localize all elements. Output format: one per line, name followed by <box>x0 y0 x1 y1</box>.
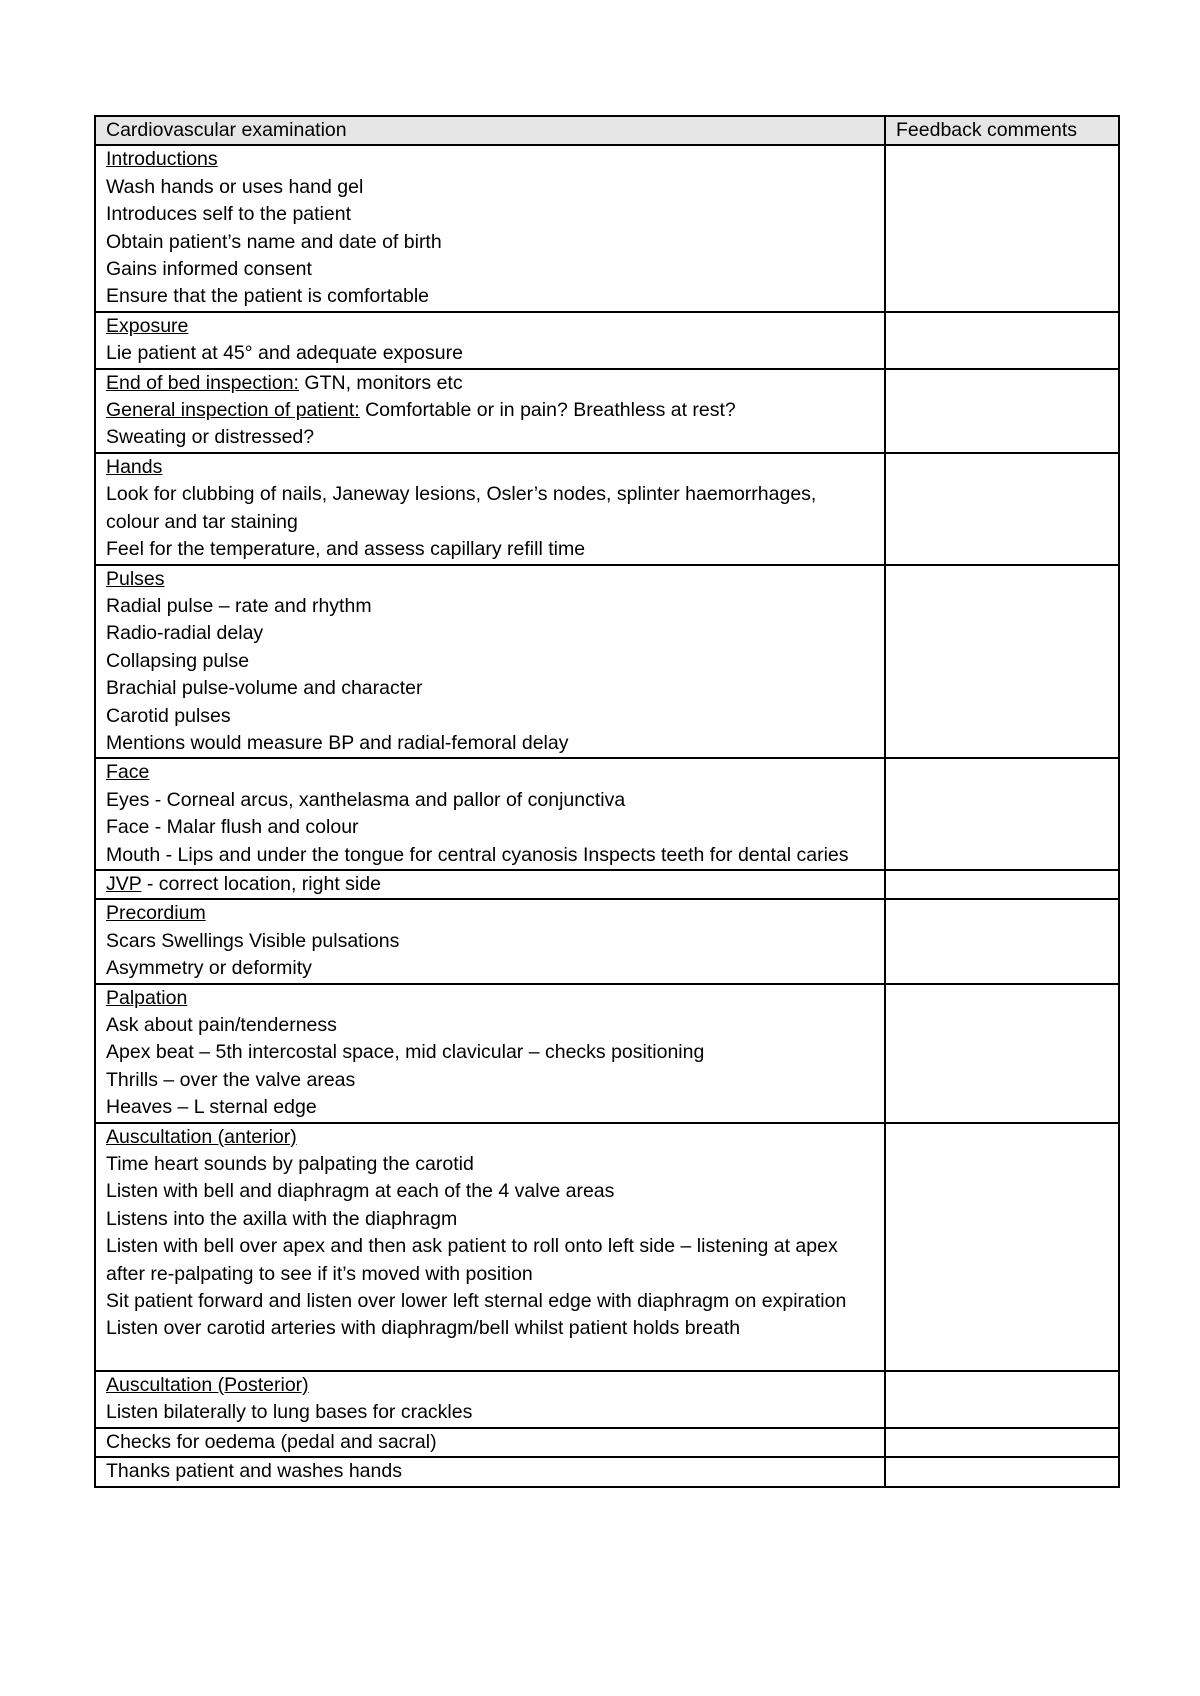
feedback-cell[interactable] <box>885 453 1119 565</box>
checklist-line: Thrills – over the valve areas <box>106 1068 356 1091</box>
item-cell <box>95 870 885 899</box>
item-cell <box>95 1371 885 1428</box>
general-inspection-text: Comfortable or in pain? Breathless at rest? <box>359 399 736 422</box>
checklist-line: Ensure that the patient is comfortable <box>106 285 430 308</box>
item-cell <box>95 984 885 1123</box>
end-of-bed-text: GTN, monitors etc <box>298 371 463 394</box>
item-cell <box>95 1428 885 1457</box>
checklist-line: Listen bilaterally to lung bases for crackles <box>106 1401 473 1424</box>
checklist-line <box>106 871 874 898</box>
checklist-line: Time heart sounds by palpating the carotid <box>106 1153 474 1176</box>
feedback-cell[interactable] <box>885 565 1119 759</box>
item-cell <box>95 312 885 369</box>
feedback-cell[interactable] <box>885 899 1119 983</box>
checklist-line: Brachial pulse-volume and character <box>106 677 423 700</box>
checklist-line: Listen over carotid arteries with diaphragm/bell whilst patient holds breath <box>106 1317 741 1340</box>
table-row-auscultation-anterior <box>95 1123 1119 1371</box>
checklist-line: Asymmetry or deformity <box>106 957 312 980</box>
checklist-line: Radial pulse – rate and rhythm <box>106 594 372 617</box>
checklist-line: Wash hands or uses hand gel <box>106 175 364 198</box>
item-cell <box>95 1457 885 1486</box>
feedback-cell[interactable] <box>885 984 1119 1123</box>
section-heading: Hands <box>106 455 163 478</box>
checklist-sheet <box>94 115 1118 1488</box>
section-heading: Face <box>106 761 150 784</box>
table-row-pulses <box>95 565 1119 759</box>
end-of-bed-label: End of bed inspection: <box>106 371 299 394</box>
checklist-line: Gains informed consent <box>106 258 312 281</box>
checklist-line: Listen with bell over apex and then ask patient to roll onto left side – listening at apex after re-palpating to see if it’s moved with position <box>106 1235 838 1285</box>
section-heading: Auscultation (anterior) <box>106 1125 297 1148</box>
feedback-column-header: Feedback comments <box>885 116 1119 145</box>
checklist-line: Obtain patient’s name and date of birth <box>106 230 442 253</box>
checklist-line <box>106 397 874 424</box>
checklist-line: Listen with bell and diaphragm at each of the 4 valve areas <box>106 1180 615 1203</box>
examination-checklist-table <box>94 115 1120 1488</box>
table-row-jvp <box>95 870 1119 899</box>
checklist-line: Apex beat – 5th intercostal space, mid clavicular – checks positioning <box>106 1041 705 1064</box>
feedback-cell[interactable] <box>885 369 1119 453</box>
table-header-row <box>95 116 1119 145</box>
checklist-line: Ask about pain/tenderness <box>106 1014 337 1036</box>
checklist-line: Mentions would measure BP and radial-femoral delay <box>106 731 569 754</box>
feedback-cell[interactable] <box>885 870 1119 899</box>
item-cell <box>95 758 885 870</box>
checklist-line: Feel for the temperature, and assess capillary refill time <box>106 538 586 561</box>
table-row-closing <box>95 1457 1119 1486</box>
checklist-line: Sit patient forward and listen over lower left sternal edge with diaphragm on expiration <box>106 1290 847 1313</box>
table-row-palpation <box>95 984 1119 1123</box>
checklist-line: Look for clubbing of nails, Janeway lesions, Osler’s nodes, splinter haemorrhages, colour and tar staining <box>106 483 817 533</box>
table-row-introductions <box>95 145 1119 311</box>
table-row-hands <box>95 453 1119 565</box>
checklist-line: Lie patient at 45° and adequate exposure <box>106 342 463 365</box>
section-heading: Exposure <box>106 314 189 337</box>
checklist-line: Mouth - Lips and under the tongue for central cyanosis Inspects teeth for dental caries <box>106 843 849 866</box>
item-cell <box>95 1123 885 1371</box>
table-row-inspection <box>95 369 1119 453</box>
checklist-line: Scars Swellings Visible pulsations <box>106 929 400 952</box>
checklist-line: Sweating or distressed? <box>106 426 315 449</box>
section-heading: Auscultation (Posterior) <box>106 1373 309 1396</box>
feedback-cell[interactable] <box>885 1371 1119 1428</box>
item-cell <box>95 369 885 453</box>
jvp-text: - correct location, right side <box>141 872 381 895</box>
item-cell <box>95 899 885 983</box>
section-heading: Pulses <box>106 567 165 590</box>
checklist-line: Heaves – L sternal edge <box>106 1096 317 1119</box>
checklist-line: Listens into the axilla with the diaphragm <box>106 1207 458 1230</box>
table-row-auscultation-posterior <box>95 1371 1119 1428</box>
item-cell <box>95 565 885 759</box>
table-row-face <box>95 758 1119 870</box>
checklist-line: Face - Malar flush and colour <box>106 816 359 839</box>
checklist-line: Radio-radial delay <box>106 622 264 645</box>
section-heading: Introductions <box>106 148 218 171</box>
general-inspection-label: General inspection of patient: <box>106 399 360 422</box>
section-heading: Precordium <box>106 902 206 925</box>
section-heading: JVP <box>106 872 142 895</box>
feedback-cell[interactable] <box>885 1123 1119 1371</box>
checklist-line: Thanks patient and washes hands <box>106 1460 402 1483</box>
checklist-line: Checks for oedema (pedal and sacral) <box>106 1430 437 1453</box>
feedback-cell[interactable] <box>885 1457 1119 1486</box>
item-column-header: Cardiovascular examination <box>95 116 885 145</box>
checklist-line: Carotid pulses <box>106 704 231 727</box>
item-cell <box>95 145 885 311</box>
checklist-line <box>106 370 874 397</box>
table-row-precordium <box>95 899 1119 983</box>
feedback-cell[interactable] <box>885 312 1119 369</box>
feedback-cell[interactable] <box>885 758 1119 870</box>
checklist-line: Collapsing pulse <box>106 649 250 672</box>
section-heading: Palpation <box>106 986 188 1009</box>
feedback-cell[interactable] <box>885 1428 1119 1457</box>
item-cell <box>95 453 885 565</box>
checklist-line: Eyes - Corneal arcus, xanthelasma and pallor of conjunctiva <box>106 788 626 811</box>
feedback-cell[interactable] <box>885 145 1119 311</box>
table-row-exposure <box>95 312 1119 369</box>
checklist-line: Introduces self to the patient <box>106 203 351 226</box>
table-row-oedema <box>95 1428 1119 1457</box>
